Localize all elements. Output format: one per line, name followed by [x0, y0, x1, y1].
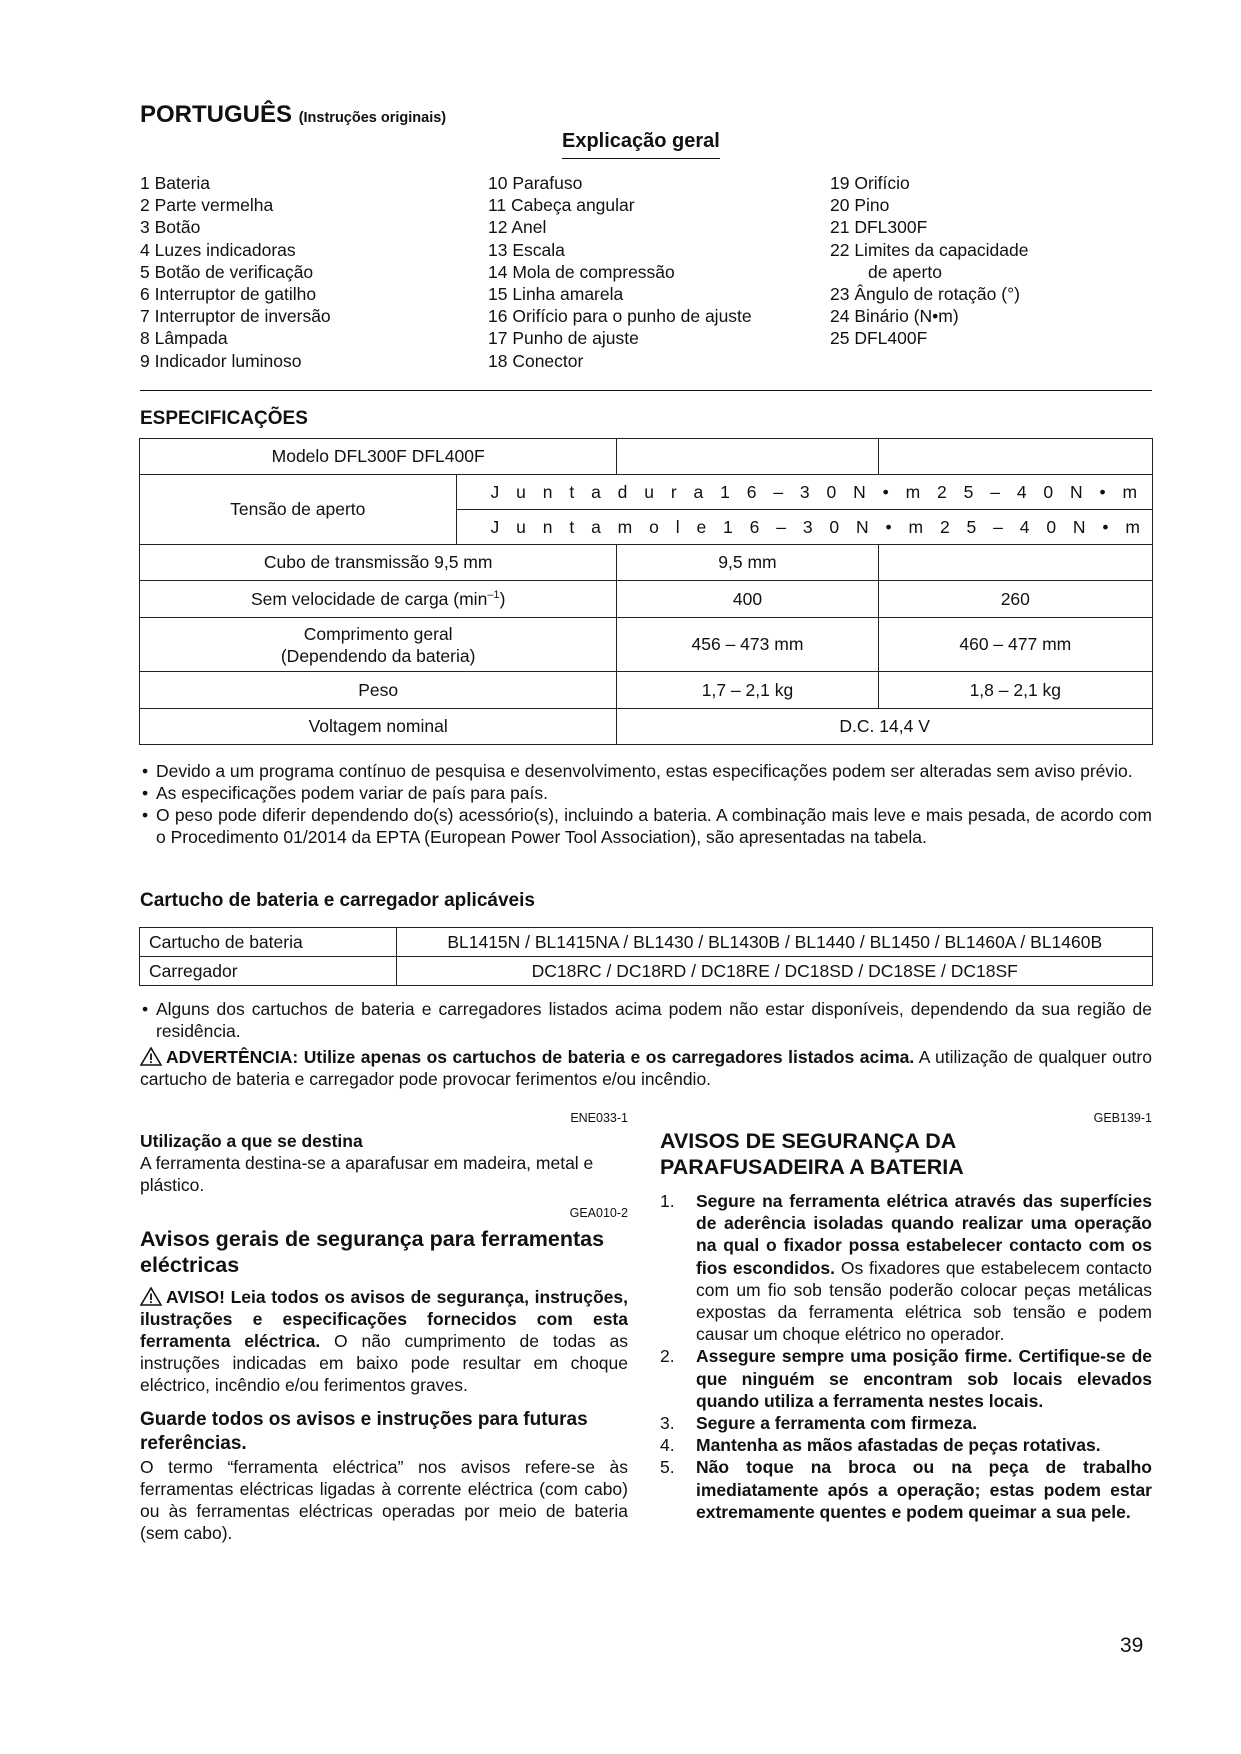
spec-note: • Devido a um programa contínuo de pesquisa e desenvolvimento, estas especificações podem ser alteradas sem aviso prévio.: [140, 760, 1152, 782]
part-item: 21 DFL300F: [830, 217, 928, 238]
part-item: 12 Anel: [488, 217, 547, 238]
part-item: 4 Luzes indicadoras: [140, 239, 296, 260]
part-item: 13 Escala: [488, 239, 565, 260]
cordless-safety-heading: AVISOS DE SEGURANÇA DA PARAFUSADEIRA A BATERIA: [660, 1129, 964, 1179]
list-item: 3. Segure a ferramenta com firmeza.: [660, 1413, 978, 1434]
battery-warning: ADVERTÊNCIA: Utilize apenas os cartuchos de bateria e os carregadores listados acima. A utilização de qualquer outro cartucho de bateria e carregador pode provocar ferimentos e/ou incêndio.: [140, 1047, 1152, 1089]
list-item: 5. Não toque na broca ou na peça de trabalho imediatamente após a operação; estas podem estar extremamente quentes e podem queimar a sua pele.: [660, 1457, 1152, 1522]
overview-title: Explicação geral: [562, 128, 720, 159]
part-item: 3 Botão: [140, 217, 201, 238]
part-item: 25 DFL400F: [830, 328, 928, 349]
left-column: [140, 1111, 628, 1544]
general-safety-heading: Avisos gerais de segurança para ferramentas eléctricas: [140, 1227, 605, 1277]
spec-note: • O peso pode diferir dependendo do(s) acessório(s), incluindo a bateria. A combinação mais leve e mais pesada, de acordo com o Procedimento 01/2014 da EPTA (European Power Tool Association), são apresentadas na tabela.: [140, 804, 1152, 848]
speed-label: Sem velocidade de carga $(\min^{-1})$: [140, 581, 617, 618]
model-row: Modelo DFL300F DFL400F: [140, 439, 617, 475]
part-item: 10 Parafuso: [488, 173, 583, 193]
parts-column-2: [488, 172, 752, 372]
part-item: 16 Orifício para o punho de ajuste: [488, 306, 752, 327]
part-item: 8 Lâmpada: [140, 328, 228, 349]
part-item: 17 Punho de ajuste: [488, 328, 639, 349]
part-item: de aperto: [868, 261, 942, 282]
warning-icon: [140, 1047, 162, 1066]
part-item: 23 Ângulo de rotação (°): [830, 284, 1020, 305]
keep-instructions-heading: Guarde todos os avisos e instruções para futuras referências.: [140, 1409, 588, 1454]
length-label: Comprimento geral (Dependendo da bateria): [140, 618, 617, 672]
right-column: [660, 1111, 1152, 1523]
cartridge-label: Cartucho de bateria: [140, 928, 397, 957]
specifications-heading: ESPECIFICAÇÕES: [140, 408, 308, 429]
part-item: 7 Interruptor de inversão: [140, 306, 331, 327]
weight-dfl400f: 1,8 – 2,1 kg: [878, 672, 1152, 709]
charger-label: Carregador: [140, 957, 397, 986]
part-item: 15 Linha amarela: [488, 284, 624, 305]
part-item: 1 Bateria: [140, 173, 211, 193]
list-item: 2. Assegure sempre uma posição firme. Certifique-se de que ninguém se encontram sob locais elevados quando utiliza a ferramenta nestes locais.: [660, 1346, 1152, 1411]
intended-use-text: A ferramenta destina-se a aparafusar em madeira, metal e plástico.: [140, 1153, 594, 1195]
spec-notes: [140, 760, 1152, 848]
spec-note: • As especificações podem variar de país para país.: [140, 782, 1152, 804]
parts-column-3: [830, 172, 1028, 350]
empty-cell: [617, 439, 878, 475]
part-item: 20 Pino: [830, 195, 890, 216]
charger-value: DC18RC / DC18RD / DC18RE / DC18SD / DC18SE / DC18SF: [397, 957, 1153, 986]
part-item: 19 Orifício: [830, 173, 910, 193]
part-item: 6 Interruptor de gatilho: [140, 284, 317, 305]
speed-dfl300f: 400: [617, 581, 878, 618]
weight-dfl300f: 1,7 – 2,1 kg: [617, 672, 878, 709]
parts-column-1: [140, 172, 331, 372]
warning-icon: [140, 1287, 162, 1306]
part-item: 5 Botão de verificação: [140, 261, 314, 282]
voltage-label: Voltagem nominal: [140, 709, 617, 745]
weight-label: Peso: [140, 672, 617, 709]
length-dfl300f: 456 – 473 mm: [617, 618, 878, 672]
intended-use-heading: Utilização a que se destina: [140, 1131, 363, 1151]
doc-code: GEB139-1: [1093, 1111, 1152, 1125]
list-item: 1. Segure na ferramenta elétrica através das superfícies de aderência isoladas quando realizar uma operação na qual o fixador possa estabelecer contacto com os fios escondidos. Os fixadores que estabelecem contacto com um fio sob tensão poderão colocar peças metálicas expostas da ferramenta elétrica sob tensão e podem causar um choque elétrico no operador.: [660, 1191, 1153, 1345]
length-dfl400f: 460 – 477 mm: [878, 618, 1152, 672]
speed-dfl400f: 260: [878, 581, 1152, 618]
part-item: 14 Mola de compressão: [488, 261, 675, 282]
part-item: 9 Indicador luminoso: [140, 350, 302, 371]
part-item: 2 Parte vermelha: [140, 195, 274, 216]
cartridge-value: BL1415N / BL1415NA / BL1430 / BL1430B / BL1440 / BL1450 / BL1460A / BL1460B: [397, 928, 1153, 957]
part-item: 24 Binário (N•m): [830, 306, 959, 327]
voltage-value: D.C. 14,4 V: [617, 709, 1153, 745]
battery-heading: Cartucho de bateria e carregador aplicáveis: [140, 890, 535, 911]
torque-label: Tensão de aperto: [140, 475, 457, 545]
soft-joint-row: J u n t a m o l e 1 6 – 3 0 N • m 2 5 – 4 0 N • m: [456, 510, 1152, 545]
section-divider: [140, 390, 1152, 391]
empty-cell: [878, 545, 1152, 581]
battery-notes: [140, 998, 1152, 1042]
language-name: PORTUGUÊS: [140, 101, 293, 128]
language-note: (Instruções originais): [298, 110, 447, 126]
hard-joint-row: J u n t a d u r a 1 6 – 3 0 N • m 2 5 – 4 0 N • m: [456, 475, 1152, 510]
doc-code: GEA010-2: [569, 1206, 628, 1220]
part-item: 11 Cabeça angular: [488, 195, 635, 216]
battery-table: [139, 927, 1153, 986]
part-item: 22 Limites da capacidade: [830, 239, 1029, 260]
keep-instructions-text: O termo “ferramenta eléctrica” nos avisos refere-se às ferramentas eléctricas ligadas à corrente eléctrica (com cabo) ou às ferramentas eléctricas operadas por meio de bateria (sem cabo).: [140, 1457, 628, 1543]
page-number: 39: [1120, 1634, 1144, 1657]
battery-note: • Alguns dos cartuchos de bateria e carregadores listados acima podem não estar disponíveis, dependendo da sua região de residência.: [140, 998, 1152, 1042]
specifications-table: [139, 438, 1153, 745]
safety-list: [660, 1190, 1152, 1523]
language-title: [140, 100, 446, 133]
list-item: 4. Mantenha as mãos afastadas de peças rotativas.: [660, 1435, 1101, 1456]
empty-cell: [878, 439, 1152, 475]
drive-value: 9,5 mm: [617, 545, 878, 581]
drive-label: Cubo de transmissão 9,5 mm: [140, 545, 617, 581]
general-warning: AVISO! Leia todos os avisos de segurança, instruções, ilustrações e especificações fornecidos com esta ferramenta eléctrica. O não cumprimento de todas as instruções indicadas em baixo pode resultar em choque eléctrico, incêndio e/ou ferimentos graves.: [140, 1287, 628, 1395]
doc-code: ENE033-1: [570, 1111, 628, 1125]
part-item: 18 Conector: [488, 350, 584, 371]
